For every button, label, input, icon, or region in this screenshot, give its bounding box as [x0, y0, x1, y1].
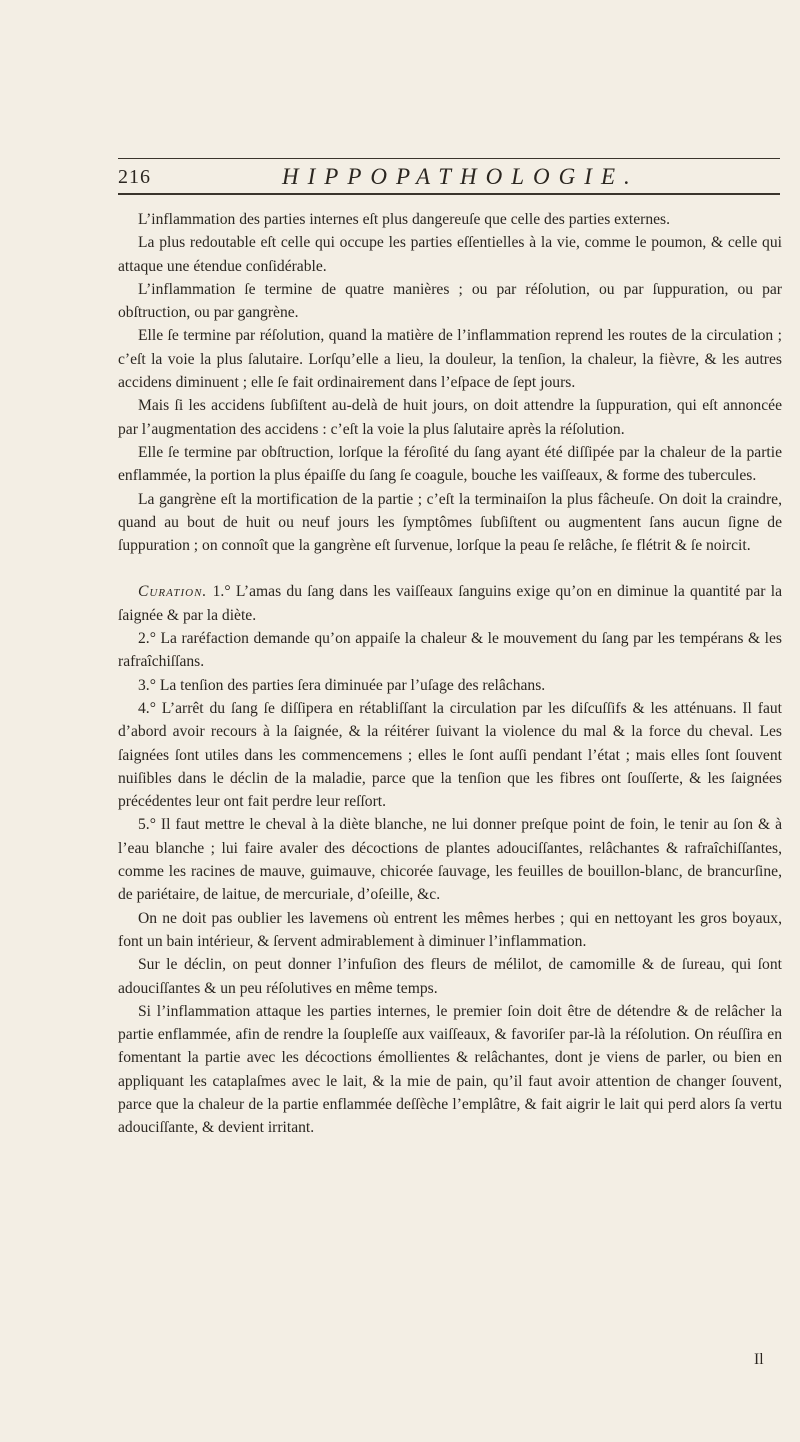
header-rule-bottom: [118, 193, 780, 195]
body-text: [118, 208, 782, 1140]
paragraph: La plus redoutable eſt celle qui occupe les parties eſſentielles à la vie, comme le poumon, & celle qui attaque une étendue conſidérable.: [118, 234, 782, 275]
running-title: HIPPOPATHOLOGIE.: [282, 164, 639, 189]
paragraph: Elle ſe termine par réſolution, quand la matière de l’inflammation reprend les routes de la circulation ; c’eſt la voie la plus ſalutaire. Lorſqu’elle a lieu, la douleur, la tenſion, la chaleur, la fièvre, & les autres accidens diminuent ; elle ſe fait ordinairement dans l’eſpace de ſept jours.: [118, 327, 782, 392]
curation-item: 4.° L’arrêt du ſang ſe diſſipera en rétabliſſant la circulation par les diſcuſſifs & les atténuans. Il faut d’abord avoir recours à la ſaignée, & la réitérer ſuivant la violence du mal & la force du cheval. Les ſaignées ſont utiles dans les commencemens ; elles le ſont auſſi pendant l’état ; mais elles ſont ſouvent nuiſibles dans le déclin de la maladie, parce que la tenſion que les fibres ont ſouſſerte, & les ſaignées précédentes leur ont fait perdre leur reſſort.: [118, 699, 782, 811]
curation-first-item: 1.° L’amas du ſang dans les vaiſſeaux ſanguins exige qu’on en diminue la quantité par la ſaignée & par la diète.: [118, 583, 782, 624]
paragraph: Mais ſi les accidens ſubſiſtent au-delà de huit jours, on doit attendre la ſuppuration, qui eſt annoncée par l’augmentation des accidens : c’eſt la voie la plus ſalutaire après la réſolution.: [118, 397, 782, 438]
curation-item: Si l’inflammation attaque les parties internes, le premier ſoin doit être de détendre & de relâcher la partie enflammée, afin de rendre la ſoupleſſe aux vaiſſeaux, & favoriſer par-là la réſolution. On réuſſira en fomentant la partie avec les décoctions émollientes & relâchantes, dont je viens de parler, ou bien en appliquant les cataplaſmes avec le lait, & la mie de pain, qu’il faut avoir attention de changer ſouvent, parce que la chaleur de la partie enflammée deſſèche l’emplâtre, & fait aigrir le lait qui perd alors ſa vertu adouciſſante, & devient irritant.: [118, 1002, 782, 1137]
curation-item: 3.° La tenſion des parties ſera diminuée par l’uſage des relâchans.: [138, 676, 546, 694]
page-number: 216: [118, 166, 151, 188]
curation-paragraph: [118, 580, 782, 627]
paragraph: La gangrène eſt la mortification de la partie ; c’eſt la terminaiſon la plus fâcheuſe. On doit la craindre, quand au bout de huit ou neuf jours les ſymptômes ſubſiſtent ou augmentent ſans aucun ſigne de ſuppuration ; on connoît que la gangrène eſt ſurvenue, lorſque la peau ſe relâche, ſe flétrit & ſe noircit.: [118, 490, 782, 555]
section-gap: [118, 557, 782, 580]
curation-item: 5.° Il faut mettre le cheval à la diète blanche, ne lui donner preſque point de foin, le tenir au ſon & à l’eau blanche ; lui faire avaler des décoctions de plantes adouciſſantes, relâchantes & rafraîchiſſantes, comme les racines de mauve, guimauve, chicorée ſauvage, les feuilles de bouillon-blanc, de brancurſine, de pariétaire, de laitue, de mercuriale, d’oſeille, &c.: [118, 816, 782, 904]
curation-item: Sur le déclin, on peut donner l’infuſion des fleurs de mélilot, de camomille & de ſureau, qui ſont adouciſſantes & un peu réſolutives en même temps.: [118, 956, 782, 997]
curation-item: 2.° La raréfaction demande qu’on appaiſe la chaleur & le mouvement du ſang par les tempérans & les rafraîchiſſans.: [118, 630, 782, 671]
catchword: Il: [754, 1351, 764, 1368]
header-rule-top: [118, 158, 780, 159]
paragraph: Elle ſe termine par obſtruction, lorſque la féroſité du ſang ayant été diſſipée par la chaleur de la partie enflammée, la portion la plus épaiſſe du ſang ſe coagule, bouche les vaiſſeaux, & forme des tubercules.: [118, 443, 782, 485]
paragraph: L’inflammation des parties internes eſt plus dangereuſe que celle des parties externes.: [138, 211, 671, 228]
curation-heading: Curation.: [138, 583, 208, 601]
paragraph: L’inflammation ſe termine de quatre manières ; ou par réſolution, ou par ſuppuration, ou par obſtruction, ou par gangrène.: [118, 280, 782, 322]
curation-item: On ne doit pas oublier les lavemens où entrent les mêmes herbes ; qui en nettoyant les gros boyaux, font un bain intérieur, & ſervent admirablement à diminuer l’inflammation.: [118, 909, 782, 950]
